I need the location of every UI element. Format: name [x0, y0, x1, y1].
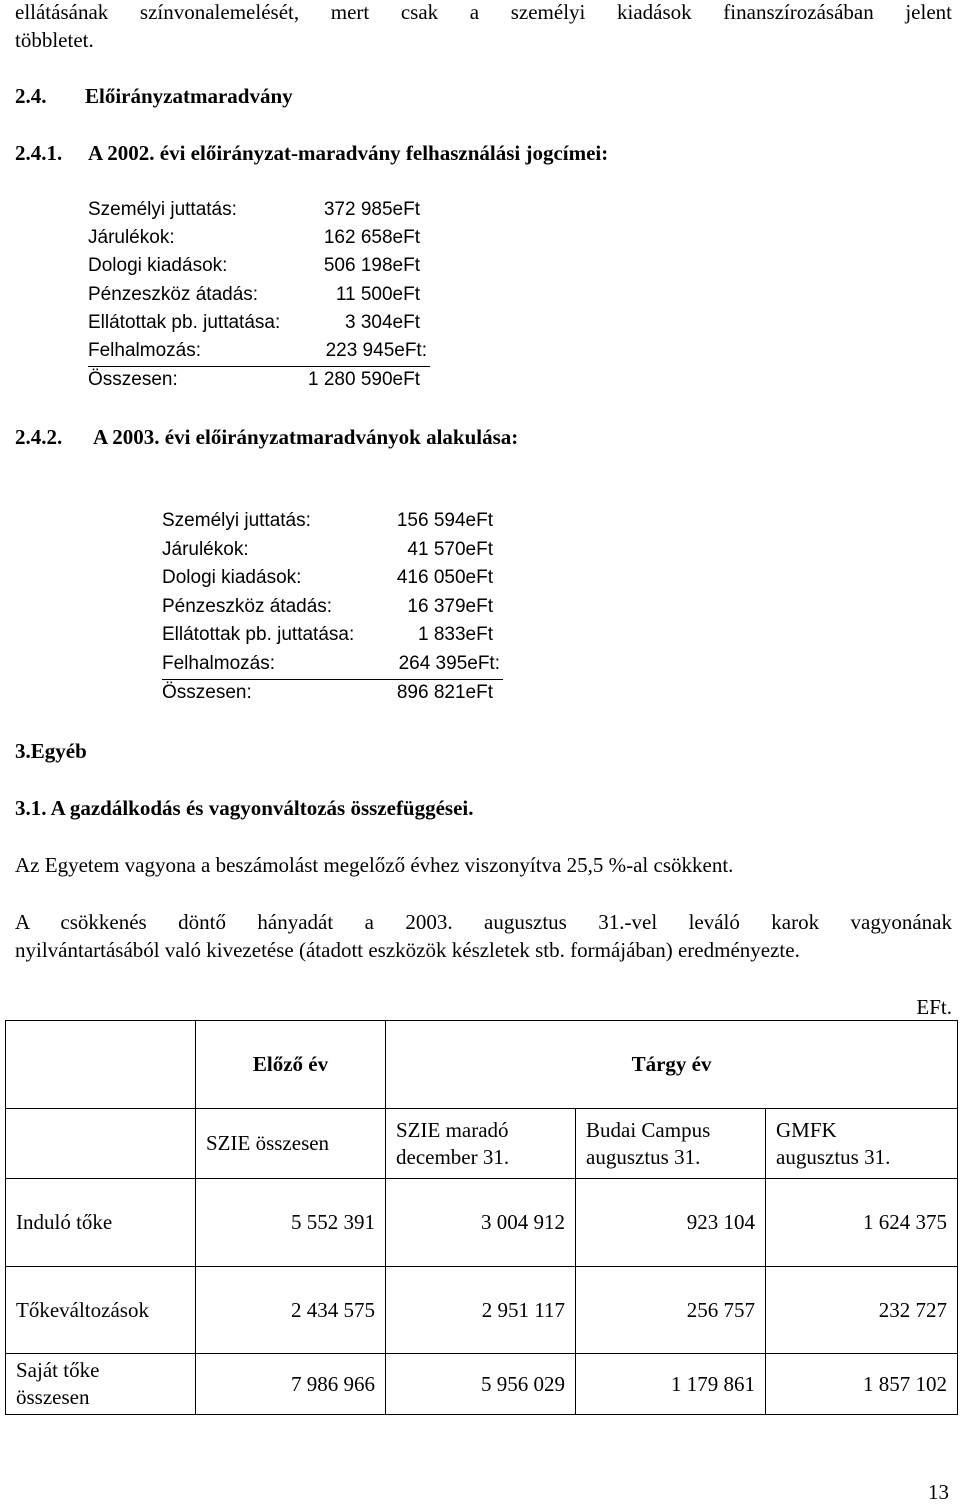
- table-corner-cell: [6, 1021, 196, 1109]
- list-item-label: Dologi kiadások:: [88, 255, 228, 276]
- section-2-4-2-number: 2.4.2.: [15, 425, 63, 449]
- list-item-value: 506 198eFt: [323, 255, 420, 276]
- row-label-line: Saját tőke: [16, 1358, 100, 1382]
- section-2-4-2-title: A 2003. évi előirányzatmaradványok alakulása:: [93, 425, 519, 449]
- underlined-row: [88, 340, 430, 367]
- list-item-label: Járulékok:: [88, 227, 175, 248]
- table-cell: 232 727: [766, 1267, 958, 1354]
- column-header-line: SZIE összesen: [206, 1131, 330, 1155]
- column-header-line: december 31.: [396, 1144, 510, 1169]
- table-column-header-row: [6, 1109, 958, 1179]
- table-cell: 923 104: [576, 1179, 766, 1267]
- list-item-label: Felhalmozás:: [88, 340, 201, 361]
- table-row: [6, 1179, 958, 1267]
- table-cell: 1 179 861: [576, 1354, 766, 1415]
- list-item-value: 1 280 590eFt: [308, 369, 420, 390]
- table-cell: 1 624 375: [766, 1179, 958, 1267]
- row-label: Induló tőke: [6, 1179, 196, 1267]
- list-item-label: Személyi juttatás:: [162, 510, 311, 531]
- column-header-line: SZIE maradó: [396, 1117, 509, 1142]
- table-corner-cell: [6, 1109, 196, 1179]
- column-header-line: Budai Campus: [586, 1117, 711, 1142]
- column-header-line: augusztus 31.: [586, 1144, 701, 1169]
- table-unit: EFt.: [916, 995, 952, 1019]
- list-item-label: Ellátottak pb. juttatása:: [162, 624, 355, 645]
- header-current-year: Tárgy év: [386, 1021, 958, 1109]
- table-cell: 5 552 391: [196, 1179, 386, 1267]
- table-row: [6, 1354, 958, 1415]
- column-header: [196, 1109, 386, 1179]
- list-item-label: Összesen:: [162, 682, 252, 703]
- section-3-1-title: 3.1. A gazdálkodás és vagyonváltozás összefüggései.: [15, 796, 474, 820]
- paragraph-1: Az Egyetem vagyona a beszámolást megelőző évhez viszonyítva 25,5 %-al csökkent.: [15, 853, 734, 877]
- list-item-value: 264 395eFt:: [398, 653, 500, 674]
- section-3-title: 3.Egyéb: [15, 739, 87, 763]
- intro-line-1: ellátásának színvonalemelését, mert csak a személyi kiadások finanszírozásában jelent: [15, 0, 952, 24]
- section-2-4-1-title: A 2002. évi előirányzat-maradvány felhasználási jogcímei:: [88, 141, 609, 165]
- intro-line-2: többletet.: [15, 28, 94, 52]
- list-item-label: Járulékok:: [162, 539, 249, 560]
- list-item-value: 156 594eFt: [396, 510, 493, 531]
- column-header-line: augusztus 31.: [776, 1144, 891, 1169]
- list-item-value: 16 379eFt: [407, 596, 493, 617]
- list-item-value: 223 945eFt:: [325, 340, 427, 361]
- list-item-value: 416 050eFt: [396, 567, 493, 588]
- table-row: [6, 1267, 958, 1354]
- list-item-label: Ellátottak pb. juttatása:: [88, 312, 281, 333]
- table-cell: 256 757: [576, 1267, 766, 1354]
- table-cell: 2 434 575: [196, 1267, 386, 1354]
- table-cell: 7 986 966: [196, 1354, 386, 1415]
- page-number: 13: [928, 1480, 949, 1504]
- paragraph-2-line-1: A csökkenés döntő hányadát a 2003. augusztus 31.-vel leváló karok vagyonának: [15, 910, 952, 934]
- header-previous-year: Előző év: [196, 1021, 386, 1109]
- row-label-line: összesen: [16, 1385, 90, 1409]
- list-item-label: Pénzeszköz átadás:: [88, 284, 259, 305]
- row-label: [6, 1354, 196, 1415]
- column-header-line: GMFK: [776, 1117, 837, 1142]
- underlined-row: [162, 653, 503, 680]
- section-2-4-1-number: 2.4.1.: [15, 141, 63, 165]
- list-item-value: 1 833eFt: [418, 624, 493, 645]
- list-item-label: Dologi kiadások:: [162, 567, 302, 588]
- list-item-label: Pénzeszköz átadás:: [162, 596, 333, 617]
- column-header: [576, 1109, 766, 1179]
- list-item-value: 162 658eFt: [323, 227, 420, 248]
- table-cell: 5 956 029: [386, 1354, 576, 1415]
- table-group-header-row: [6, 1021, 958, 1109]
- section-2-4-number: 2.4.: [15, 84, 47, 108]
- list-item-value: 3 304eFt: [345, 312, 420, 333]
- list-item-value: 41 570eFt: [407, 539, 493, 560]
- list-item-label: Felhalmozás:: [162, 653, 275, 674]
- list-item-value: 11 500eFt: [335, 284, 420, 305]
- list-item-label: Személyi juttatás:: [88, 199, 237, 220]
- column-header: [386, 1109, 576, 1179]
- list-item-label: Összesen:: [88, 369, 178, 390]
- list-item-value: 372 985eFt: [323, 199, 420, 220]
- row-label: Tőkeváltozások: [6, 1267, 196, 1354]
- equity-table: [5, 1020, 958, 1415]
- section-2-4-title: Előirányzatmaradvány: [85, 84, 293, 108]
- list-item-value: 896 821eFt: [396, 682, 493, 703]
- table-cell: 1 857 102: [766, 1354, 958, 1415]
- paragraph-2-line-2: nyilvántartásából való kivezetése (átadott eszközök készletek stb. formájában) eredményezte.: [15, 938, 800, 962]
- column-header: [766, 1109, 958, 1179]
- table-cell: 3 004 912: [386, 1179, 576, 1267]
- table-cell: 2 951 117: [386, 1267, 576, 1354]
